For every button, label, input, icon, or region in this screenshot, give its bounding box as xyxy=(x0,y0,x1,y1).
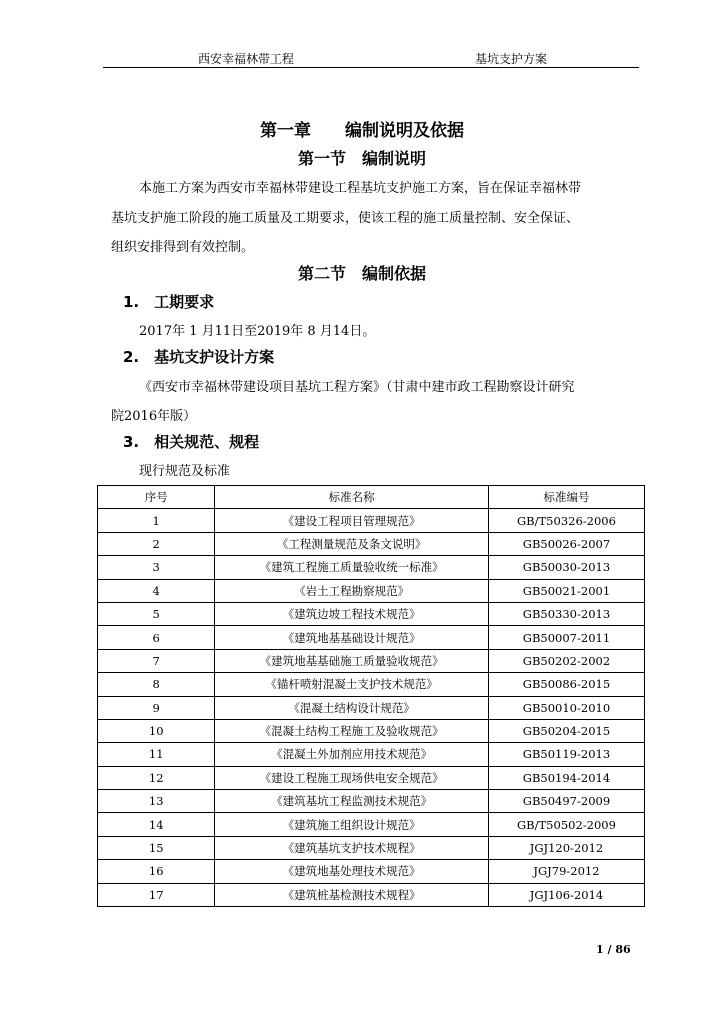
item2-line-2: 院2016年版） xyxy=(111,409,197,424)
table-row xyxy=(98,673,645,696)
table-row xyxy=(98,790,645,813)
table-row xyxy=(98,532,645,555)
row-serial: 9 xyxy=(98,696,215,719)
row-standard-code: GB/T50502-2009 xyxy=(488,813,644,836)
row-standard-name: 《建筑基坑支护技术规程》 xyxy=(215,836,489,859)
row-serial: 15 xyxy=(98,836,215,859)
header-serial: 序号 xyxy=(98,486,215,509)
page-header xyxy=(103,49,639,68)
row-serial: 8 xyxy=(98,673,215,696)
row-standard-code: GB50021-2001 xyxy=(488,579,644,602)
section1-title: 第一节 编制说明 xyxy=(297,149,426,168)
table-row xyxy=(98,626,645,649)
item2-line-1: 《西安市幸福林带建设项目基坑工程方案》（甘肃中建市政工程勘察设计研究 xyxy=(139,380,575,395)
table-row xyxy=(98,743,645,766)
section1-line-1: 本施工方案为西安市幸福林带建设工程基坑支护施工方案，旨在保证幸福林带 xyxy=(139,181,582,196)
row-standard-name: 《建筑地基基础设计规范》 xyxy=(215,626,489,649)
section1-line-3: 组织安排得到有效控制。 xyxy=(111,240,255,255)
row-standard-name: 《锚杆喷射混凝土支护技术规范》 xyxy=(215,673,489,696)
row-standard-name: 《岩土工程勘察规范》 xyxy=(215,579,489,602)
table-row xyxy=(98,719,645,742)
section2-title: 第二节 编制依据 xyxy=(297,264,426,283)
row-serial: 14 xyxy=(98,813,215,836)
row-standard-code: GB50086-2015 xyxy=(488,673,644,696)
page-number: 1 / 86 xyxy=(596,943,631,956)
row-standard-name: 《混凝土结构工程施工及验收规范》 xyxy=(215,719,489,742)
row-standard-code: GB50202-2002 xyxy=(488,649,644,672)
row-standard-code: GB50330-2013 xyxy=(488,602,644,625)
table-row xyxy=(98,556,645,579)
table-row xyxy=(98,696,645,719)
row-standard-code: GB50026-2007 xyxy=(488,532,644,555)
table-header-row xyxy=(98,486,645,509)
row-serial: 13 xyxy=(98,790,215,813)
row-standard-code: GB50119-2013 xyxy=(488,743,644,766)
row-serial: 2 xyxy=(98,532,215,555)
row-standard-code: GB50030-2013 xyxy=(488,556,644,579)
row-serial: 11 xyxy=(98,743,215,766)
row-standard-name: 《建筑桩基检测技术规程》 xyxy=(215,883,489,906)
row-standard-name: 《混凝土结构设计规范》 xyxy=(215,696,489,719)
row-standard-code: GB50010-2010 xyxy=(488,696,644,719)
row-serial: 3 xyxy=(98,556,215,579)
row-serial: 12 xyxy=(98,766,215,789)
table-row xyxy=(98,883,645,906)
table-row xyxy=(98,766,645,789)
row-standard-code: JGJ106-2014 xyxy=(488,883,644,906)
table-row xyxy=(98,649,645,672)
table-row xyxy=(98,509,645,532)
row-standard-code: JGJ120-2012 xyxy=(488,836,644,859)
row-serial: 16 xyxy=(98,860,215,883)
table-row xyxy=(98,579,645,602)
row-standard-name: 《建筑地基基础施工质量验收规范》 xyxy=(215,649,489,672)
row-standard-code: GB50497-2009 xyxy=(488,790,644,813)
row-standard-code: GB50194-2014 xyxy=(488,766,644,789)
standards-table xyxy=(97,485,645,907)
row-standard-name: 《建设工程施工现场供电安全规范》 xyxy=(215,766,489,789)
table-row xyxy=(98,602,645,625)
chapter-title: 第一章 编制说明及依据 xyxy=(260,121,464,141)
row-serial: 17 xyxy=(98,883,215,906)
row-standard-name: 《建筑地基处理技术规范》 xyxy=(215,860,489,883)
item3-heading: 3. 相关规范、规程 xyxy=(123,433,260,451)
row-standard-name: 《建筑施工组织设计规范》 xyxy=(215,813,489,836)
header-document-name: 基坑支护方案 xyxy=(475,52,548,66)
row-standard-name: 《建设工程项目管理规范》 xyxy=(215,509,489,532)
section1-line-2: 基坑支护施工阶段的施工质量及工期要求，使该工程的施工质量控制、安全保证、 xyxy=(111,211,580,226)
row-serial: 7 xyxy=(98,649,215,672)
item1-line-1: 2017年 1 月11日至2019年 8 月14日。 xyxy=(139,324,376,339)
row-standard-name: 《混凝土外加剂应用技术规范》 xyxy=(215,743,489,766)
header-standard-name: 标准名称 xyxy=(215,486,489,509)
header-standard-code: 标准编号 xyxy=(488,486,644,509)
row-serial: 6 xyxy=(98,626,215,649)
row-serial: 1 xyxy=(98,509,215,532)
table-row xyxy=(98,836,645,859)
row-serial: 4 xyxy=(98,579,215,602)
row-standard-code: JGJ79-2012 xyxy=(488,860,644,883)
row-standard-code: GB50204-2015 xyxy=(488,719,644,742)
row-standard-code: GB50007-2011 xyxy=(488,626,644,649)
table-row xyxy=(98,860,645,883)
row-standard-name: 《建筑边坡工程技术规范》 xyxy=(215,602,489,625)
row-standard-name: 《建筑基坑工程监测技术规范》 xyxy=(215,790,489,813)
item1-heading: 1. 工期要求 xyxy=(123,293,215,311)
table-row xyxy=(98,813,645,836)
item3-line-1: 现行规范及标准 xyxy=(139,464,231,479)
row-standard-name: 《建筑工程施工质量验收统一标准》 xyxy=(215,556,489,579)
header-project-name: 西安幸福林带工程 xyxy=(198,52,295,66)
row-serial: 10 xyxy=(98,719,215,742)
item2-heading: 2. 基坑支护设计方案 xyxy=(123,348,275,366)
row-standard-code: GB/T50326-2006 xyxy=(488,509,644,532)
row-serial: 5 xyxy=(98,602,215,625)
row-standard-name: 《工程测量规范及条文说明》 xyxy=(215,532,489,555)
